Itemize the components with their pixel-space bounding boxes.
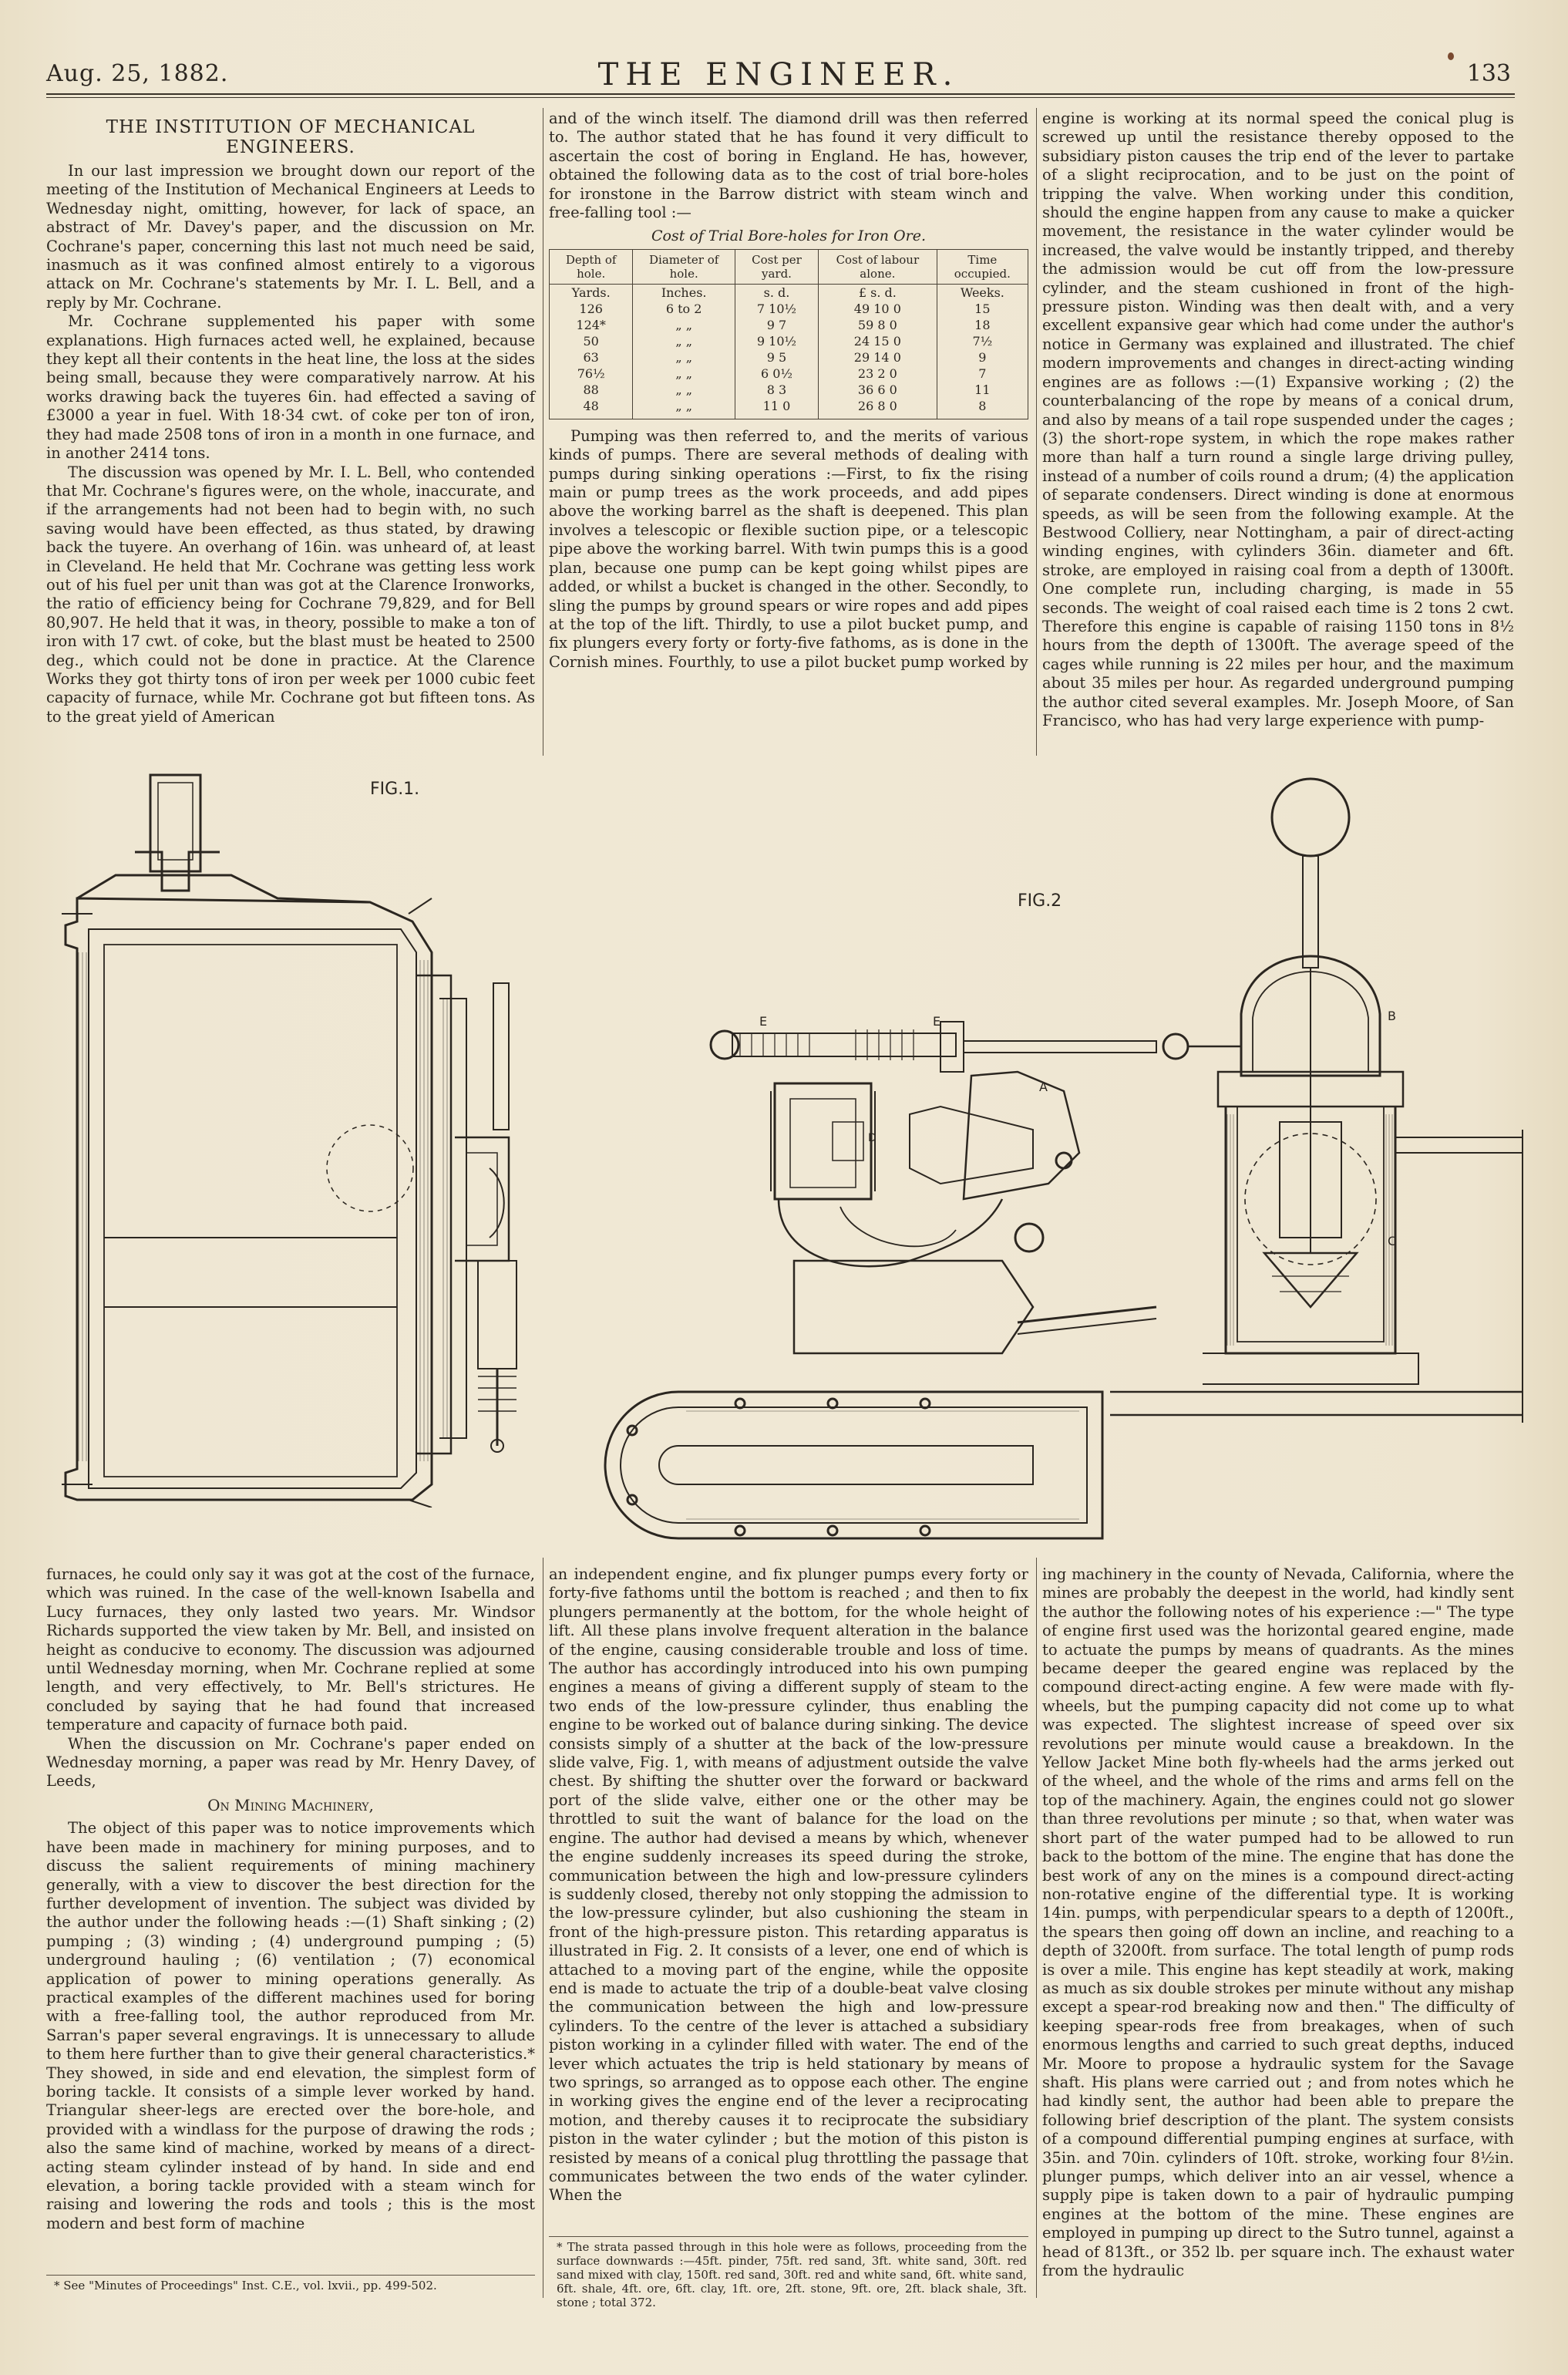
figure-1-label: FIG.1. bbox=[370, 780, 420, 799]
paragraph: Mr. Cochrane supplemented his paper with some explanations. High furnaces acted well, he explained, because they kept all their contents in the heat line, the loss at the sides being small, because they were comparatively narrow. At his works drawing back the tuyeres 6in. had effected a saving of £3000 a year in fuel. With 18·34 cwt. of coke per ton of iron, they had made 2508 tons of iron in a month in one furnace, and in another 2414 tons. bbox=[46, 312, 535, 463]
table-cell: 76½ bbox=[550, 366, 633, 382]
table-cell: 6 to 2 bbox=[633, 301, 735, 317]
column-separator bbox=[1036, 1558, 1037, 2298]
header-date: Aug. 25, 1882. bbox=[46, 60, 229, 87]
table-cell: 8 bbox=[937, 398, 1028, 419]
table-unit: s. d. bbox=[735, 284, 818, 301]
table-cell: 124* bbox=[550, 317, 633, 333]
bore-hole-cost-table bbox=[549, 249, 1028, 419]
table-cell: 59 8 0 bbox=[818, 317, 937, 333]
table-cell: 11 0 bbox=[735, 398, 818, 419]
table-row bbox=[550, 301, 1028, 317]
footnote: * See "Minutes of Proceedings" Inst. C.E., vol. lxvii., pp. 499-502. bbox=[54, 2279, 437, 2292]
column-2-top bbox=[549, 109, 1028, 672]
table-cell: 9 7 bbox=[735, 317, 818, 333]
column-2-bottom bbox=[549, 1565, 1028, 2205]
figure-2-letter: E bbox=[759, 1014, 768, 1029]
table-cell: 50 bbox=[550, 333, 633, 349]
paragraph: In our last impression we brought down our report of the meeting of the Institution of Mechanical Engineers at Leeds to Wednesday night, omitting, however, for lack of space, an abstract of Mr. Davey's paper, and the discussion on Mr. Cochrane's paper, concerning this last not much need be said, inasmuch as it was confined almost entirely to a vigorous attack on Mr. Cochrane's statements by Mr. I. L. Bell, and a reply by Mr. Cochrane. bbox=[46, 162, 535, 312]
footnote-rule bbox=[46, 2275, 535, 2276]
footnote: * The strata passed through in this hole were as follows, proceeding from the surface downwards :—45ft. pinder, 75ft. red sand, 3ft. white sand, 30ft. red sand mixed with clay, 150ft. red sand, 30ft. red and white sand, 6ft. white sand, 6ft. shale, 4ft. ore, 6ft. clay, 1ft. ore, 2ft. stone, 9ft. ore, 2ft. black shale, 3ft. stone ; total 372. bbox=[557, 2240, 1027, 2309]
figure-2-label: FIG.2 bbox=[1018, 891, 1062, 911]
section-title: THE INSTITUTION OF MECHANICAL ENGINEERS. bbox=[106, 117, 476, 157]
table-cell: 7 bbox=[937, 366, 1028, 382]
table-header: Cost per yard. bbox=[735, 249, 818, 284]
column-3-top bbox=[1042, 109, 1514, 730]
figure-2-letter: C bbox=[1388, 1234, 1397, 1248]
table-cell: 23 2 0 bbox=[818, 366, 937, 382]
paragraph: ing machinery in the county of Nevada, California, where the mines are probably the deepest in the world, had kindly sent the author the following notes of his experience :—" The type of engine first used was the horizontal geared engine, made to actuate the pumps by means of quadrants. As the mines became deeper the geared engine was replaced by the compound direct-acting engine. A few were made with fly-wheels, but the pumping capacity did not come up to what was expected. The slightest increase of speed over six revolutions per minute would cause a breakdown. In the Yellow Jacket Mine both fly-wheels had the arms jerked out of the wheel, and the whole of the rims and arms fell on the top of the machinery. Again, the engines could not go slower than three revolutions per minute ; so that, when water was short part of the water pumped had to be allowed to run back to the bottom of the mine. The engine that has done the best work of any on the mines is a compound direct-acting non-rotative engine of the differential type. It is working 14in. pumps, with perpendicular spears to a depth of 1200ft., the spears then going off down an incline, and reaching to a depth of 3200ft. from surface. The total length of pump rods is over a mile. This engine has kept steadily at work, making as much as six double strokes per minute without any mishap except a spear-rod breaking now and then." The difficulty of keeping spear-rods free from breakages, when of such enormous lengths and carried to such great depths, induced Mr. Moore to propose a hydraulic system for the Savage shaft. His plans were carried out ; and from notes which he had kindly sent, the author had been able to prepare the following brief description of the plant. The system consists of a compound differential pumping engines at surface, with 35in. and 70in. cylinders of 10ft. stroke, working four 8½in. plunger pumps, which deliver into an air vessel, whence a supply pipe is taken down to a pair of hydraulic pumping engines at the bottom of the mine. These engines are employed in pumping up direct to the Sutro tunnel, against a head of 813ft., or 352 lb. per square inch. The exhaust water from the hydraulic bbox=[1042, 1565, 1514, 2280]
table-cell: „ „ bbox=[633, 398, 735, 419]
table-cell: 88 bbox=[550, 382, 633, 398]
table-unit: Inches. bbox=[633, 284, 735, 301]
table-unit: £ s. d. bbox=[818, 284, 937, 301]
paragraph: The discussion was opened by Mr. I. L. Bell, who contended that Mr. Cochrane's figures were, on the whole, inaccurate, and if the arrangements had not been had to begin with, no such saving would have been effected, as thus stated, by drawing back the tuyere. An overhang of 16in. was unheard of, at least in Cleveland. He held that Mr. Cochrane was getting less work out of his fuel per unit than was got at the Clarence Ironworks, the ratio of efficiency being for Cochrane 79,829, and for Bell 80,907. He held that it was, in theory, possible to make a ton of iron with 17 cwt. of coke, but the blast must be heated to 2500 deg., which could not be done in practice. At the Clarence Works they got thirty tons of iron per week per 1000 cubic feet capacity of furnace, while Mr. Cochrane got but fifteen tons. As to the great yield of American bbox=[46, 463, 535, 726]
table-cell: 36 6 0 bbox=[818, 382, 937, 398]
figure-2-letter: D bbox=[868, 1132, 877, 1144]
figure-2-letter: B bbox=[1388, 1009, 1396, 1023]
table-cell: 24 15 0 bbox=[818, 333, 937, 349]
table-row bbox=[550, 366, 1028, 382]
table-cell: 26 8 0 bbox=[818, 398, 937, 419]
paragraph: Pumping was then referred to, and the merits of various kinds of pumps. There are several methods of dealing with pumps during sinking operations :—First, to fix the rising main or pump trees as the work proceeds, and add pipes above the working barrel as the shaft is deepened. This plan involves a telescopic or flexible suction pipe, or a telescopic pipe above the working barrel. With twin pumps this is a good plan, because one pump can be kept going whilst pipes are added, or whilst a bucket is changed in the other. Secondly, to sling the pumps by ground spears or wire ropes and add pipes at the top of the lift. Thirdly, to use a pilot bucket pump, and fix plungers every forty or forty-five fathoms, as is done in the Cornish mines. Fourthly, to use a pilot bucket pump worked by bbox=[549, 426, 1028, 671]
table-cell: 6 0½ bbox=[735, 366, 818, 382]
table-header: Cost of labour alone. bbox=[818, 249, 937, 284]
paragraph: engine is working at its normal speed the conical plug is screwed up until the resistance thereby opposed to the subsidiary piston causes the trip end of the lever to partake of a slight reciprocation, and to be just on the point of tripping the valve. When working under this condition, should the engine happen from any cause to make a quicker movement, the resistance in the water cylinder would be increased, the valve would be instantly tripped, and thereby the admission would be cut off from the low-pressure cylinder, and the steam cushioned in front of the high-pressure piston. Winding was then dealt with, and a very excellent expansive gear which had come under the author's notice in Germany was explained and illustrated. The chief modern improvements and changes in direct-acting winding engines are as follows :—(1) Expansive working ; (2) the counterbalancing of the rope by means of a conical drum, and also by means of a tail rope suspended under the cages ; (3) the short-rope system, in which the rope makes rather more than half a turn round a single large driving pulley, instead of a number of coils round a drum; (4) the application of separate condensers. Direct winding is done at enormous speeds, as will be seen from the following example. At the Bestwood Colliery, near Nottingham, a pair of direct-acting winding engines, with cylinders 36in. diameter and 6ft. stroke, are employed in raising coal from a depth of 1300ft. One complete run, including charging, is made in 55 seconds. The weight of coal raised each time is 2 tons 2 cwt. Therefore this engine is capable of raising 1150 tons in 8½ hours from the depth of 1300ft. The average speed of the cages while running is 22 miles per hour, and the maximum about 35 miles per hour. As regarded underground pumping the author cited several examples. Mr. Joseph Moore, of San Francisco, who has had very large experience with pump- bbox=[1042, 109, 1514, 729]
table-header: Depth of hole. bbox=[550, 249, 633, 284]
header-title: THE ENGINEER. bbox=[597, 57, 960, 93]
column-separator bbox=[1036, 108, 1037, 756]
table-cell: 7½ bbox=[937, 333, 1028, 349]
figure-2-letter: E bbox=[933, 1014, 941, 1029]
paragraph: and of the winch itself. The diamond drill was then referred to. The author stated that he has found it very difficult to ascertain the cost of boring in England. He has, however, obtained the following data as to the cost of trial bore-holes for ironstone in the Barrow district with steam winch and free-falling tool :— bbox=[549, 109, 1028, 222]
paragraph: The object of this paper was to notice improvements which have been made in machinery for mining purposes, and to discuss the salient requirements of mining machinery generally, with a view to discover the best direction for the further development of invention. The subject was divided by the author under the following heads :—(1) Shaft sinking ; (2) pumping ; (3) winding ; (4) underground pumping ; (5) underground hauling ; (6) ventilation ; (7) economical application of power to mining operations generally. As practical examples of the different machines used for boring with a free-falling tool, the author reproduced from Mr. Sarran's paper several engravings. It is unnecessary to allude to them here further than to give their general characteristics.* They showed, in side and end elevation, the simplest form of boring tackle. It consists of a simple lever worked by hand. Triangular sheer-legs are erected over the bore-hole, and provided with a windlass for the purpose of drawing the rods ; also the same kind of machine, worked by means of a direct-acting steam cylinder instead of by hand. In side and end elevation, a boring tackle provided with a steam winch for raising and lowering the rods and tools ; this is the most modern and best form of machine bbox=[46, 1819, 535, 2232]
column-1-top bbox=[46, 116, 535, 726]
table-header: Time occupied. bbox=[937, 249, 1028, 284]
footnote-rule bbox=[549, 2236, 1028, 2237]
header-rule-thin bbox=[46, 97, 1515, 98]
paper-title: On Mining Machinery, bbox=[207, 1795, 374, 1814]
table-row bbox=[550, 333, 1028, 349]
table-cell: 18 bbox=[937, 317, 1028, 333]
table-cell: „ „ bbox=[633, 349, 735, 366]
figure-2-engraving bbox=[601, 767, 1526, 1546]
table-cell: 9 bbox=[937, 349, 1028, 366]
page-number: 133 bbox=[1466, 60, 1511, 87]
figure-2-letter: A bbox=[1039, 1080, 1048, 1094]
table-cell: „ „ bbox=[633, 317, 735, 333]
table-cell: 29 14 0 bbox=[818, 349, 937, 366]
table-cell: 126 bbox=[550, 301, 633, 317]
table-row bbox=[550, 317, 1028, 333]
table-cell: „ „ bbox=[633, 382, 735, 398]
table-unit: Yards. bbox=[550, 284, 633, 301]
table-cell: 48 bbox=[550, 398, 633, 419]
column-1-bottom bbox=[46, 1565, 535, 2233]
figure-1-engraving bbox=[46, 767, 547, 1508]
table-cell: 9 5 bbox=[735, 349, 818, 366]
table-cell: 8 3 bbox=[735, 382, 818, 398]
table-row bbox=[550, 349, 1028, 366]
table-caption: Cost of Trial Bore-holes for Iron Ore. bbox=[651, 227, 926, 245]
table-row bbox=[550, 398, 1028, 419]
table-cell: 7 10½ bbox=[735, 301, 818, 317]
column-3-bottom bbox=[1042, 1565, 1514, 2280]
paragraph: When the discussion on Mr. Cochrane's paper ended on Wednesday morning, a paper was read by Mr. Henry Davey, of Leeds, bbox=[46, 1734, 535, 1791]
table-row bbox=[550, 382, 1028, 398]
page-header bbox=[46, 56, 1511, 102]
paragraph: furnaces, he could only say it was got at the cost of the furnace, which was ruined. In the case of the well-known Isabella and Lucy furnaces, they only lasted two years. Mr. Windsor Richards supported the view taken by Mr. Bell, and insisted on height as conducive to economy. The discussion was adjourned until Wednesday morning, when Mr. Cochrane replied at some length, and very effectively, to Mr. Bell's strictures. He concluded by saying that he had found that increased temperature and capacity of furnace both paid. bbox=[46, 1565, 535, 1734]
table-unit: Weeks. bbox=[937, 284, 1028, 301]
table-cell: „ „ bbox=[633, 333, 735, 349]
table-cell: 49 10 0 bbox=[818, 301, 937, 317]
header-rule bbox=[46, 93, 1515, 95]
table-cell: „ „ bbox=[633, 366, 735, 382]
table-cell: 9 10½ bbox=[735, 333, 818, 349]
paragraph: an independent engine, and fix plunger pumps every forty or forty-five fathoms until the bottom is reached ; and then to fix plungers permanently at the bottom, for the whole height of lift. All these plans involve frequent alteration in the balance of the engine, causing considerable trouble and loss of time. The author has accordingly introduced into his own pumping engines a means of giving a different supply of steam to the two ends of the low-pressure cylinder, thus enabling the engine to be worked out of balance during sinking. The device consists simply of a shutter at the back of the low-pressure slide valve, Fig. 1, with means of adjustment outside the valve chest. By shifting the shutter over the forward or backward port of the slide valve, either one or the other may be throttled to suit the want of balance for the load on the engine. The author had devised a means by which, whenever the engine suddenly increases its speed during the stroke, communication between the high and low-pressure cylinders is suddenly closed, thereby not only stopping the admission to the low-pressure cylinder, but also cushioning the steam in front of the high-pressure piston. This retarding apparatus is illustrated in Fig. 2. It consists of a lever, one end of which is attached to a moving part of the engine, while the opposite end is made to actuate the trip of a double-beat valve closing the communication between the high and low-pressure cylinders. To the centre of the lever is attached a subsidiary piston working in a cylinder filled with water. The end of the lever which actuates the trip is held stationary by means of two springs, so arranged as to oppose each other. The engine in working gives the engine end of the lever a reciprocating motion, and thereby causes it to reciprocate the subsidiary piston in the water cylinder ; but the motion of this piston is resisted by means of a conical plug throttling the passage that communicates between the two ends of the water cylinder. When the bbox=[549, 1565, 1028, 2205]
table-cell: 11 bbox=[937, 382, 1028, 398]
table-cell: 15 bbox=[937, 301, 1028, 317]
table-cell: 63 bbox=[550, 349, 633, 366]
table-header: Diameter of hole. bbox=[633, 249, 735, 284]
